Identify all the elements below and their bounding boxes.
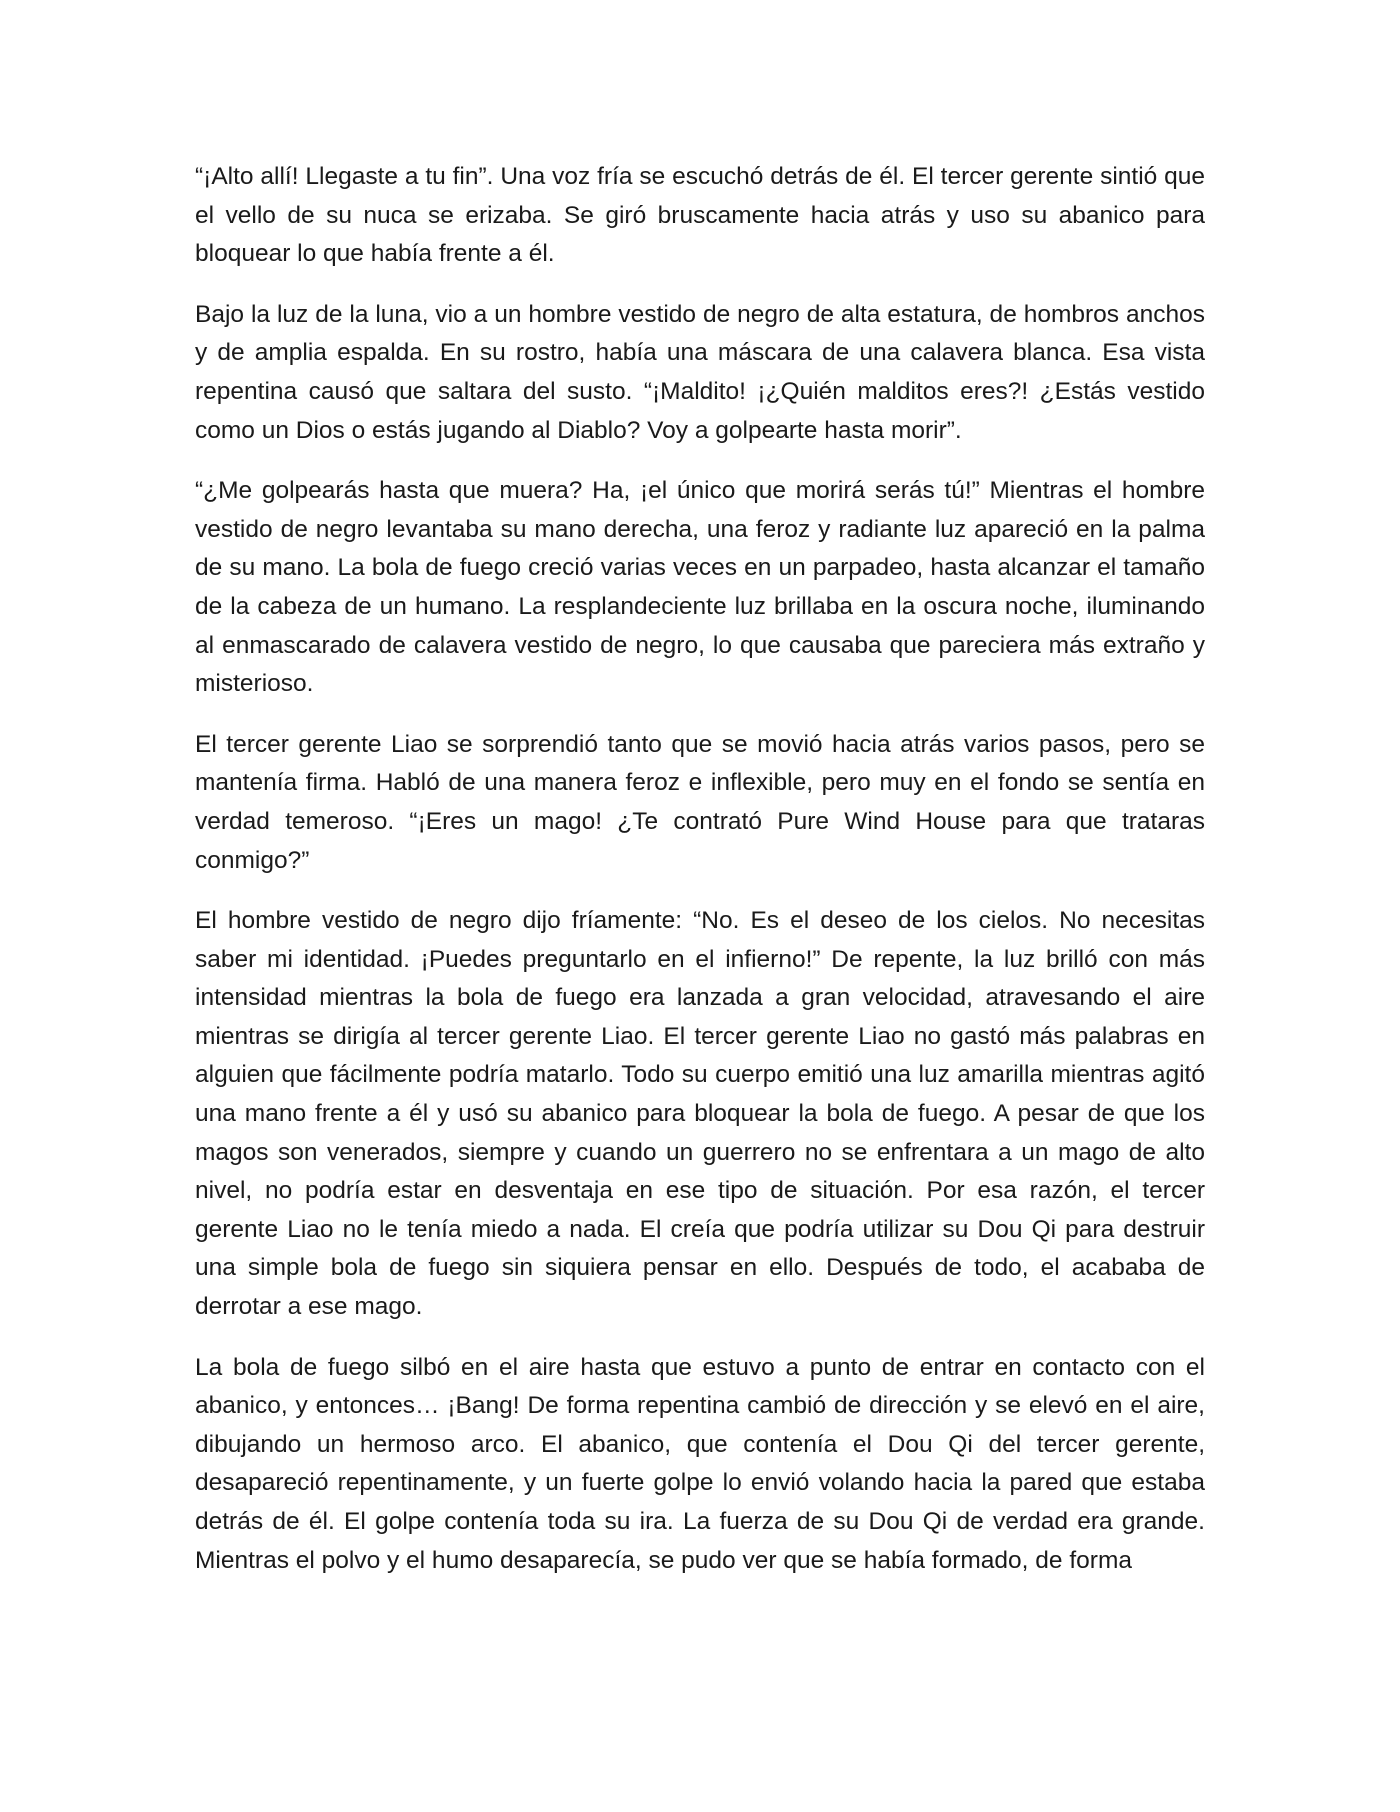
paragraph-2: Bajo la luz de la luna, vio a un hombre vestido de negro de alta estatura, de hombros anchos y de amplia espalda. En su rostro, había una máscara de una calavera blanca. Esa vista repentina causó que saltara del susto. “¡Maldito! ¡¿Quién malditos eres?! ¿Estás vestido como un Dios o estás jugando al Diablo? Voy a golpearte hasta morir”. bbox=[195, 300, 1205, 444]
paragraph-1: “¡Alto allí! Llegaste a tu fin”. Una voz fría se escuchó detrás de él. El tercer gerente sintió que el vello de su nuca se erizaba. Se giró bruscamente hacia atrás y uso su abanico para bloquear lo que había frente a él. bbox=[195, 163, 1205, 268]
document-body bbox=[195, 158, 1205, 1602]
paragraph-5: El hombre vestido de negro dijo fríamente: “No. Es el deseo de los cielos. No necesitas saber mi identidad. ¡Puedes preguntarlo en el infierno!” De repente, la luz brilló con más intensidad mientras la bola de fuego era lanzada a gran velocidad, atravesando el aire mientras se dirigía al tercer gerente Liao. El tercer gerente Liao no gastó más palabras en alguien que fácilmente podría matarlo. Todo su cuerpo emitió una luz amarilla mientras agitó una mano frente a él y usó su abanico para bloquear la bola de fuego. A pesar de que los magos son venerados, siempre y cuando un guerrero no se enfrentara a un mago de alto nivel, no podría estar en desventaja en ese tipo de situación. Por esa razón, el tercer gerente Liao no le tenía miedo a nada. El creía que podría utilizar su Dou Qi para destruir una simple bola de fuego sin siquiera pensar en ello. Después de todo, el acababa de derrotar a ese mago. bbox=[195, 907, 1205, 1321]
paragraph-3: “¿Me golpearás hasta que muera? Ha, ¡el único que morirá serás tú!” Mientras el hombre vestido de negro levantaba su mano derecha, una feroz y radiante luz apareció en la palma de su mano. La bola de fuego creció varias veces en un parpadeo, hasta alcanzar el tamaño de la cabeza de un humano. La resplandeciente luz brillaba en la oscura noche, iluminando al enmascarado de calavera vestido de negro, lo que causaba que pareciera más extraño y misterioso. bbox=[195, 477, 1205, 698]
paragraph-6: La bola de fuego silbó en el aire hasta que estuvo a punto de entrar en contacto con el abanico, y entonces… ¡Bang! De forma repentina cambió de dirección y se elevó en el aire, dibujando un hermoso arco. El abanico, que contenía el Dou Qi del tercer gerente, desapareció repentinamente, y un fuerte golpe lo envió volando hacia la pared que estaba detrás de él. El golpe contenía toda su ira. La fuerza de su Dou Qi de verdad era grande. Mientras el polvo y el humo desaparecía, se pudo ver que se había formado, de forma bbox=[195, 1353, 1205, 1574]
paragraph-4: El tercer gerente Liao se sorprendió tanto que se movió hacia atrás varios pasos, pero se mantenía firma. Habló de una manera feroz e inflexible, pero muy en el fondo se sentía en verdad temeroso. “¡Eres un mago! ¿Te contrató Pure Wind House para que trataras conmigo?” bbox=[195, 730, 1205, 874]
